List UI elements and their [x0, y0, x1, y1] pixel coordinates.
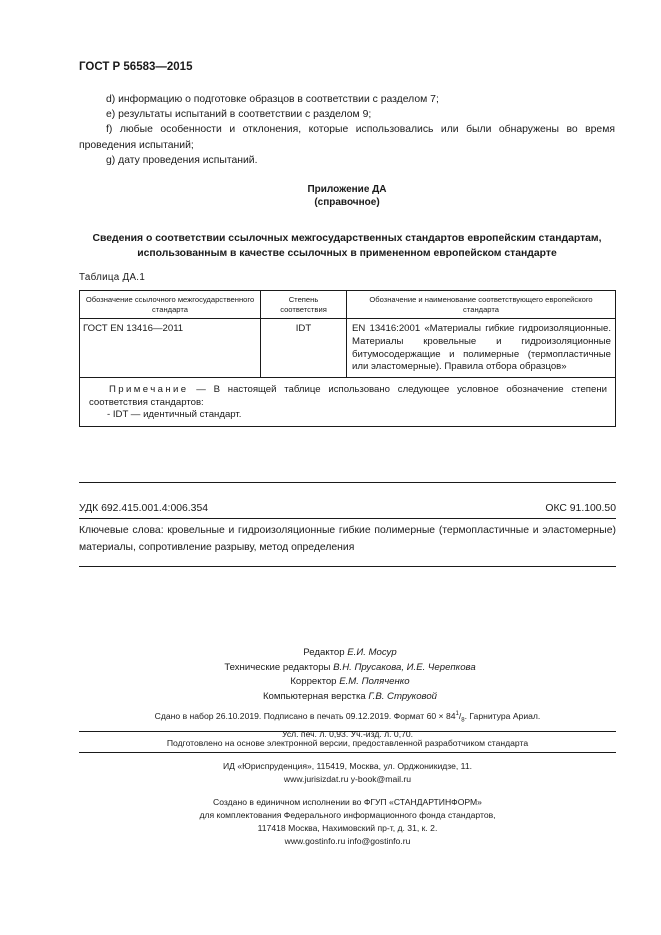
standard-code: ГОСТ Р 56583—2015	[79, 61, 193, 73]
column-header: Обозначение ссылочного межгосударственного стандарта	[80, 291, 261, 319]
layout-label: Компьютерная верстка	[262, 690, 366, 702]
list-item: f) любые особенности и отклонения, которые использовались или были обнаружены во время проведения испытаний;	[79, 124, 615, 151]
column-header: Обозначение и наименование соответствующего европейского стандарта	[347, 291, 616, 319]
divider	[79, 518, 616, 519]
divider	[79, 566, 616, 567]
note-label: Примечание	[109, 384, 189, 396]
table-caption: Таблица ДА.1	[79, 272, 146, 283]
appendix-subtitle: (справочное)	[314, 197, 380, 208]
national-standard-cell: ГОСТ EN 13416—2011	[83, 323, 184, 334]
imprint-line-1: Сдано в набор 26.10.2019. Подписано в печать 09.12.2019. Формат 60 × 84	[154, 710, 456, 721]
list-item: d) информацию о подготовке образцов в соответствии с разделом 7;	[106, 94, 439, 105]
table-note-row	[80, 378, 616, 427]
electronic-version-note: Подготовлено на основе электронной версии, предоставленной разработчиком стандарта	[166, 738, 529, 748]
imprint-block: Сдано в набор 26.10.2019. Подписано в печать 09.12.2019. Формат $60 \times 84^1/_8$. Гарнитура Ариал. Усл. печ. л. 0,93. Уч.-изд. л. 0,70.	[79, 708, 616, 741]
column-header: Степень соответствия	[261, 291, 347, 319]
keywords: Ключевые слова: кровельные и гидроизоляционные гибкие полимерные (термопластичные и эластомерные) материалы, сопротивление разрыву, метод определения	[79, 525, 616, 553]
correspondence-table	[79, 290, 616, 427]
tech-editors-names: В.Н. Прусакова, И.Е. Черепкова	[333, 661, 476, 673]
table-header-row	[80, 291, 616, 319]
corrector-label: Корректор	[290, 676, 337, 687]
corrector-name: Е.М. Поляченко	[339, 676, 410, 687]
note-item: - IDT — идентичный стандарт.	[107, 409, 242, 421]
imprint-line-2: Усл. печ. л. 0,93. Уч.-изд. л. 0,70.	[281, 728, 414, 739]
publisher-block	[79, 760, 616, 786]
divider	[79, 731, 616, 732]
publisher-address: ИД «Юриспруденция», 115419, Москва, ул. Орджоникидзе, 11.	[222, 761, 472, 771]
table-row	[80, 319, 616, 378]
report-items-list	[79, 92, 615, 168]
note-text: — В настоящей таблице использовано следующее условное обозначение степени соответствия стандартов:	[89, 384, 607, 408]
list-item: e) результаты испытаний в соответствии с разделом 9;	[106, 109, 372, 121]
editor-label: Редактор	[303, 647, 345, 658]
appendix-heading	[79, 183, 615, 209]
divider	[79, 482, 616, 483]
degree-cell: IDT	[295, 323, 312, 334]
oks-code: ОКС 91.100.50	[545, 503, 616, 514]
appendix-section-title: Сведения о соответствии ссылочных межгосударственных стандартов европейским стандартам, использованным в качестве ссылочных в примененном европейском стандарте	[92, 233, 602, 259]
divider	[79, 752, 616, 753]
list-item: g) дату проведения испытаний.	[106, 154, 258, 166]
appendix-title: Приложение ДА	[307, 184, 387, 195]
european-standard-cell: EN 13416:2001 «Материалы гибкие гидроизоляционные. Материалы кровельные и гидроизоляционные битумосодержащие и полимерные (термопластичные или эластомерные). Правила отбора образцов»	[352, 323, 611, 373]
publisher-web: www.jurisizdat.ru y-book@mail.ru	[283, 774, 412, 784]
credits-block	[120, 646, 580, 704]
table-note	[80, 378, 615, 426]
editor-name: Е.И. Мосур	[347, 647, 397, 658]
layout-name: Г.В. Струковой	[368, 690, 438, 702]
production-block: Создано в единичном исполнении во ФГУП «СТАНДАРТИНФОРМ» для комплектования Федерального информационного фонда стандартов, 117418 Москва, Нахимовский пр-т, д. 31, к. 2. www.gostinfo.ru info@gostinfo.ru	[199, 797, 496, 846]
udk-code: УДК 692.415.001.4:006.354	[79, 503, 209, 514]
tech-editors-label: Технические редакторы	[224, 661, 331, 673]
